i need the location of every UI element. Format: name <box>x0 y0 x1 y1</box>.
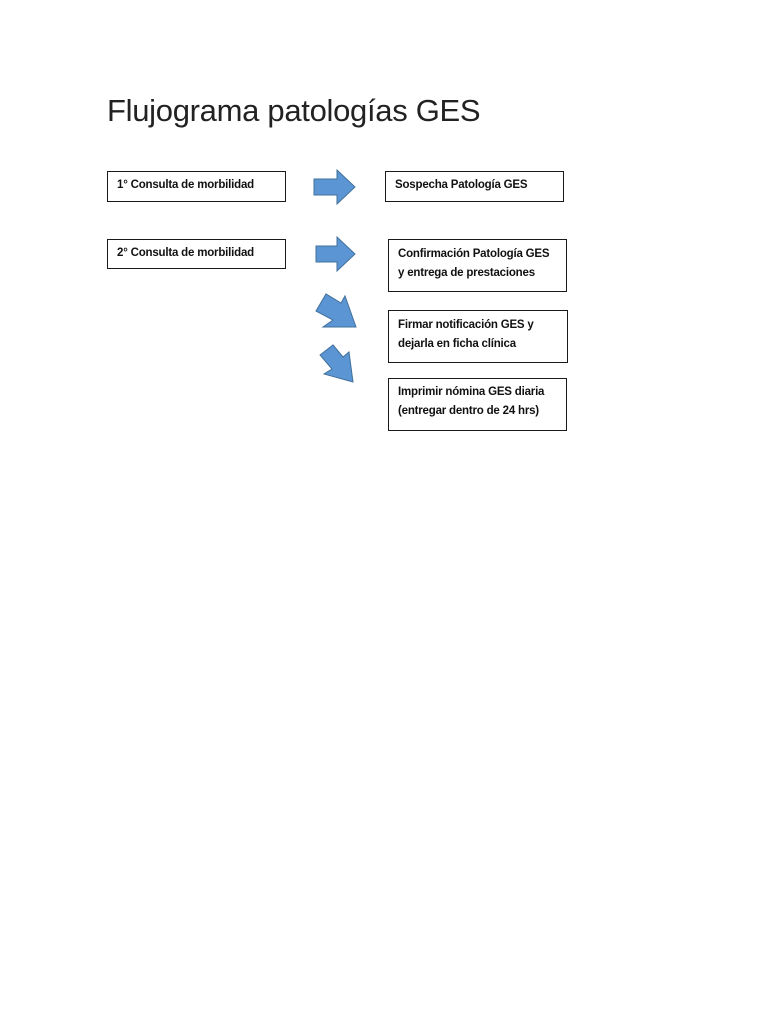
node-label-line-2: (entregar dentro de 24 hrs) <box>398 405 539 417</box>
node-label-line-1: Firmar notificación GES y <box>398 319 534 331</box>
right-arrow-icon <box>316 237 355 271</box>
node-label-line-2: y entrega de prestaciones <box>398 267 535 279</box>
right-arrow-icon <box>314 170 355 204</box>
diagonal-arrow-icon <box>316 294 356 327</box>
node-label-line-1: Confirmación Patología GES <box>398 248 550 260</box>
node-label-line-2: dejarla en ficha clínica <box>398 338 516 350</box>
page-title: Flujograma patologías GES <box>107 93 481 128</box>
diagonal-arrow-icon <box>320 345 353 382</box>
node-label: Sospecha Patología GES <box>395 179 528 191</box>
node-label: 1° Consulta de morbilidad <box>117 179 254 191</box>
node-label: 2° Consulta de morbilidad <box>117 247 254 259</box>
node-label-line-1: Imprimir nómina GES diaria <box>398 386 545 398</box>
